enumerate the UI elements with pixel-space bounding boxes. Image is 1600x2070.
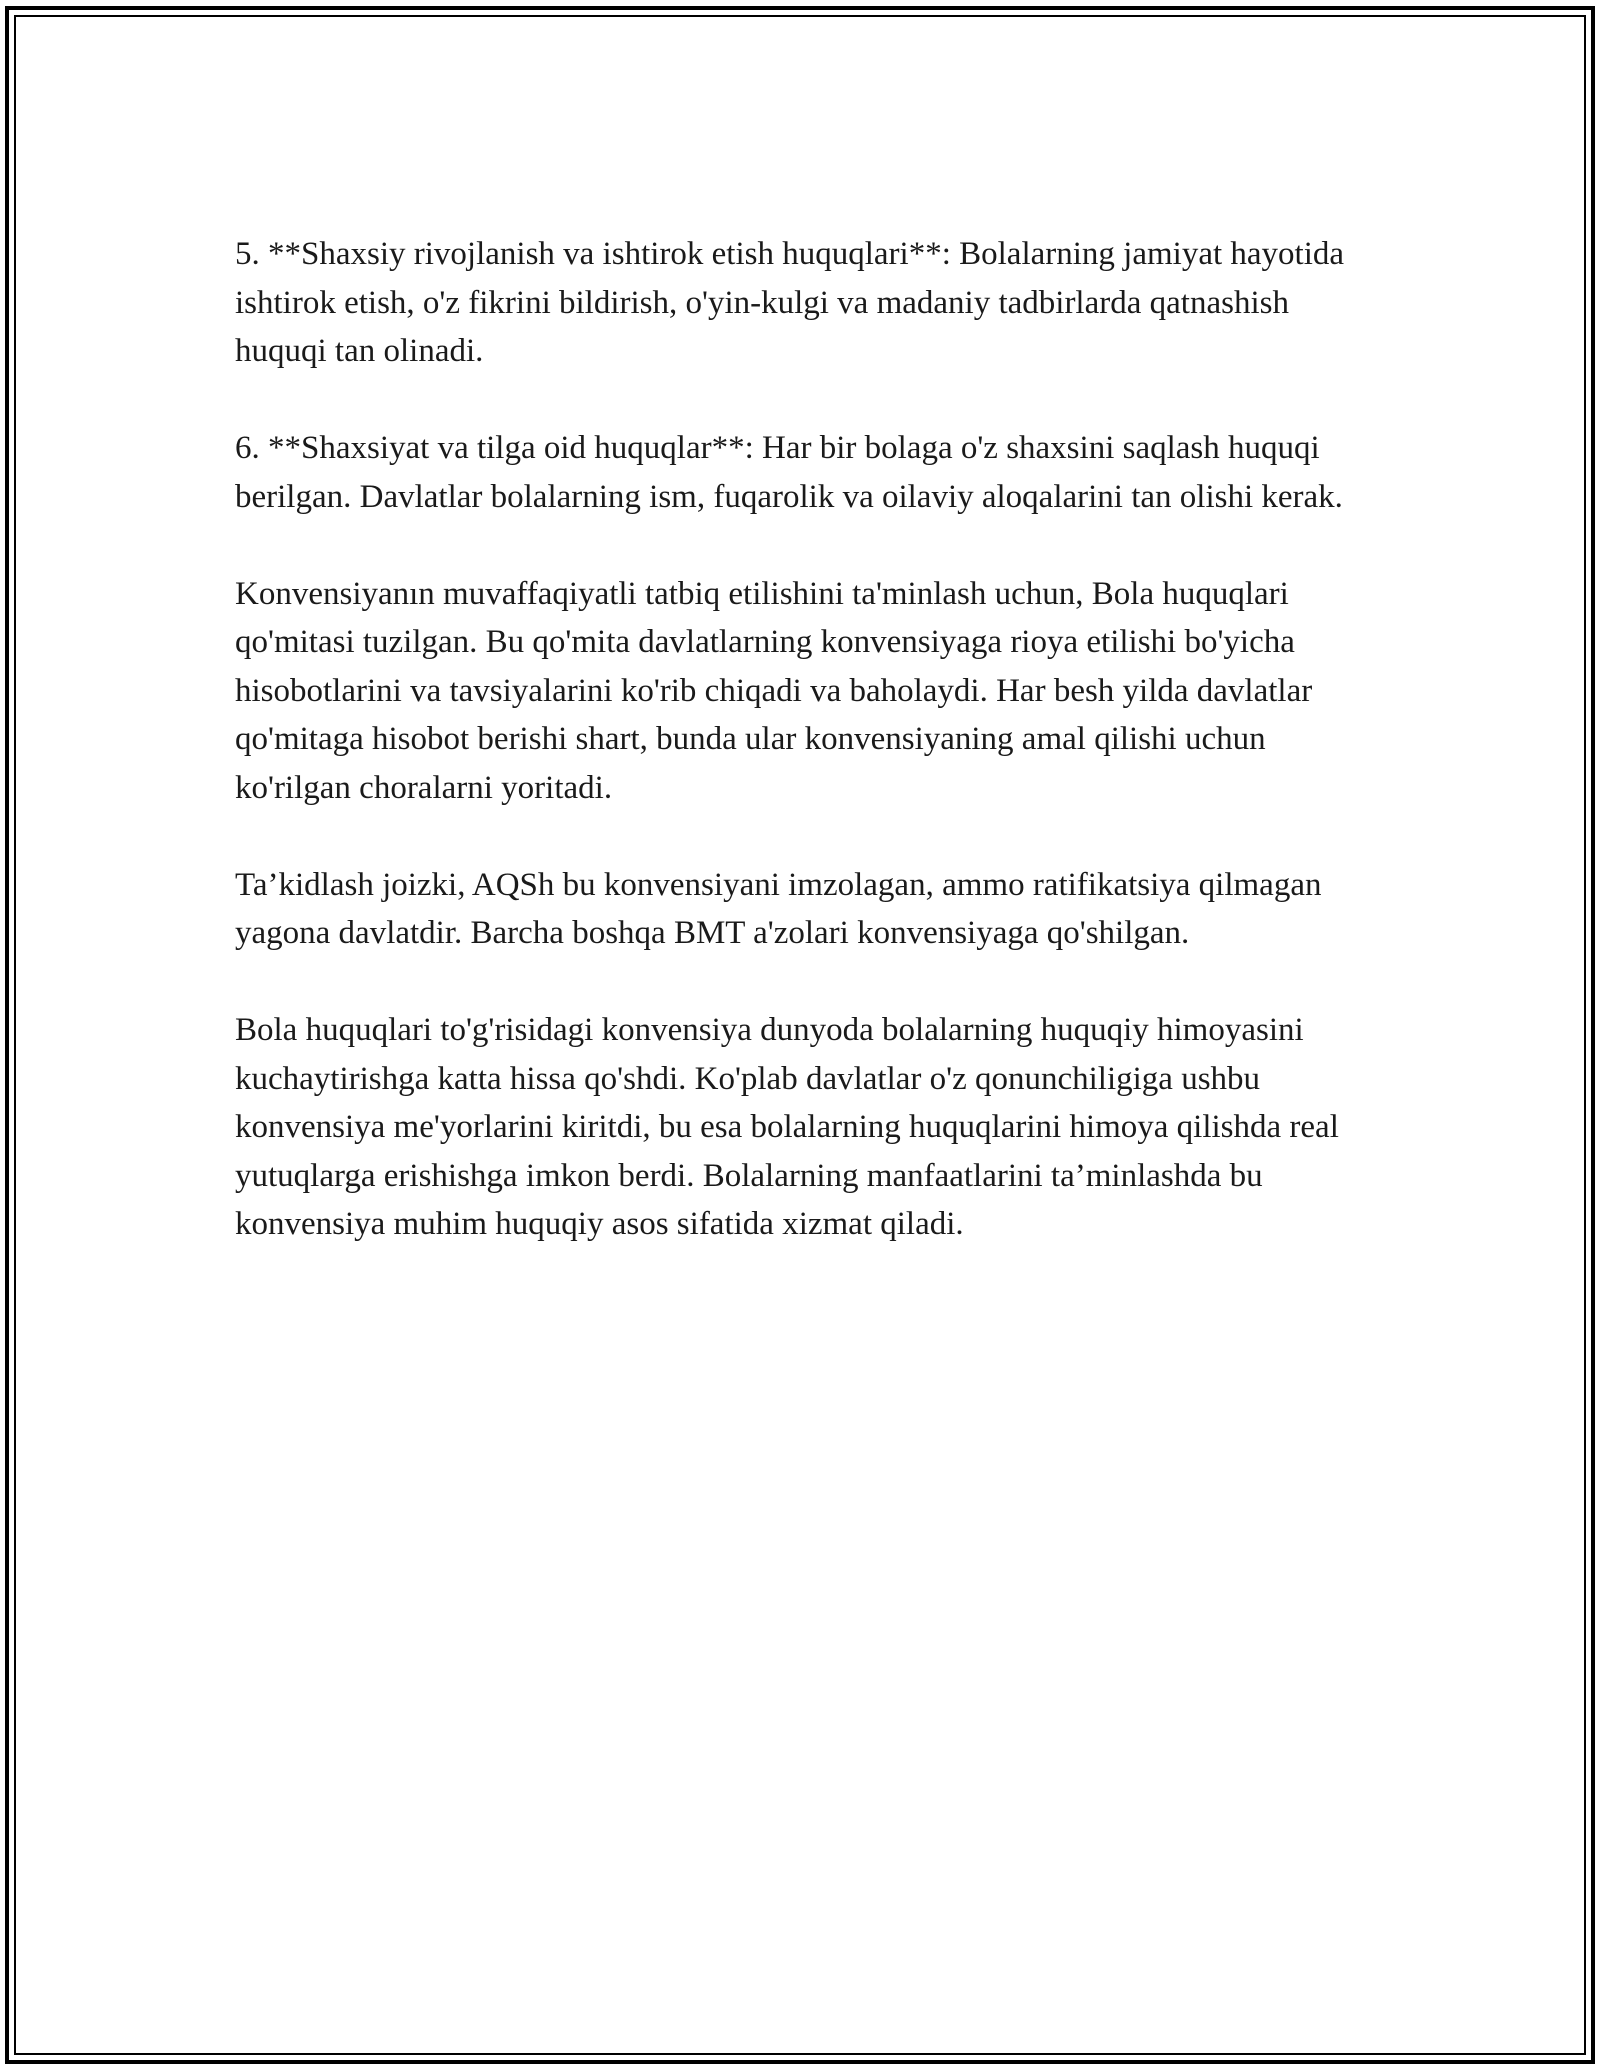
- document-body: [235, 230, 1365, 1297]
- paragraph-usa-ratification: Ta’kidlash joizki, AQSh bu konvensiyani imzolagan, ammo ratifikatsiya qilmagan yagona davlatdir. Barcha boshqa BMT a'zolari konvensiyaga qo'shilgan.: [235, 866, 1322, 951]
- paragraph-personal-development-rights: 5. **Shaxsiy rivojlanish va ishtirok etish huquqlari**: Bolalarning jamiyat hayotida ishtirok etish, o'z fikrini bildirish, o'yin-kulgi va madaniy tadbirlarda qatnashish huquqi tan olinadi.: [235, 236, 1345, 369]
- paragraph-committee: Konvensiyanın muvaffaqiyatli tatbiq etilishini ta'minlash uchun, Bola huquqlari qo'mitasi tuzilgan. Bu qo'mita davlatlarning konvensiyaga rioya etilishi bo'yicha hisobotlarini va tavsiyalarini ko'rib chiqadi va baholaydi. Har besh yilda davlatlar qo'mitaga hisobot berishi shart, bunda ular konvensiyaning amal qilishi uchun ko'rilgan choralarni yoritadi.: [235, 575, 1313, 806]
- paragraph-conclusion: Bola huquqlari to'g'risidagi konvensiya dunyoda bolalarning huquqiy himoyasini kuchaytirishga katta hissa qo'shdi. Ko'plab davlatlar o'z qonunchiligiga ushbu konvensiya me'yorlarini kiritdi, bu esa bolalarning huquqlarini himoya qilishda real yutuqlarga erishishga imkon berdi. Bolalarning manfaatlarini ta’minlashda bu konvensiya muhim huquqiy asos sifatida xizmat qiladi.: [235, 1012, 1339, 1242]
- paragraph-identity-language-rights: 6. **Shaxsiyat va tilga oid huquqlar**: Har bir bolaga o'z shaxsini saqlash huquqi berilgan. Davlatlar bolalarning ism, fuqarolik va oilaviy aloqalarini tan olishi kerak.: [235, 430, 1343, 515]
